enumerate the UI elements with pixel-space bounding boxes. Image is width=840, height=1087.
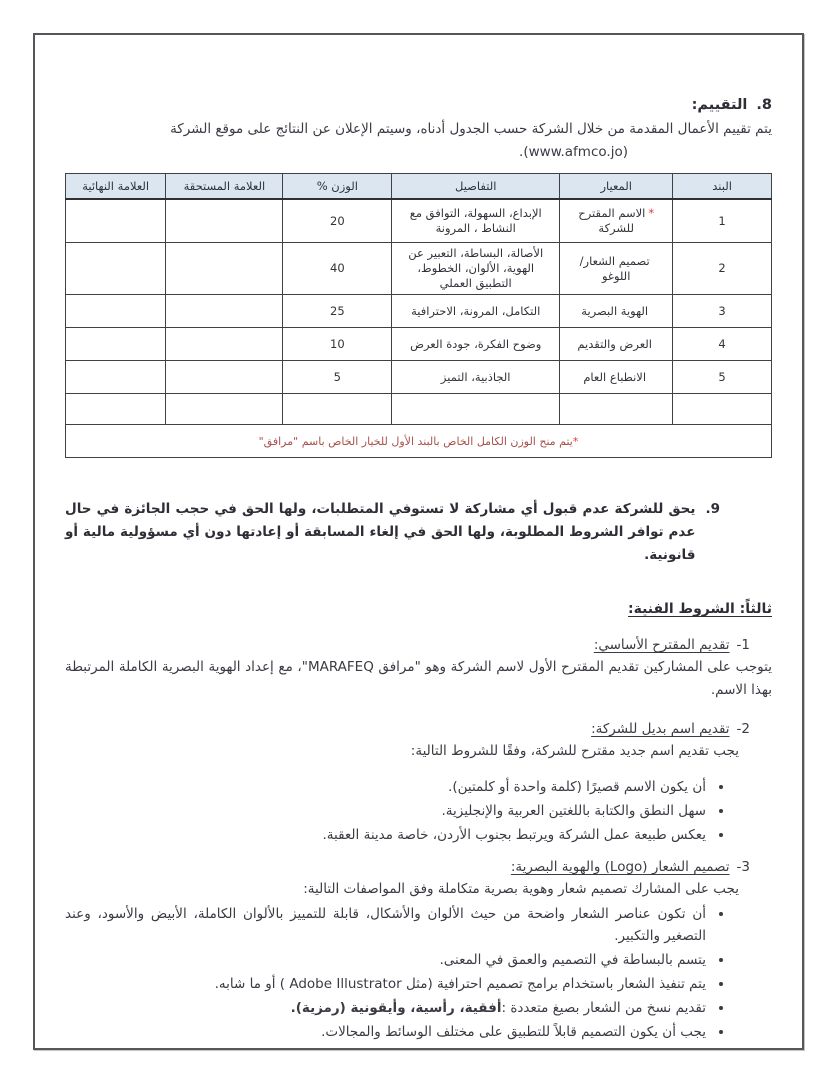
header-criterion: المعيار [560,174,673,200]
bullet-text: أن تكون عناصر الشعار واضحة من حيث الألوان والأشكال، قابلة للتمييز بالألوان الكاملة، الأبيض والأسود، وعند التصغير والتكبير. [65,905,706,944]
empty-cell [392,394,560,425]
evaluation-heading-title: التقييم: [691,97,748,113]
cell-final-mark [66,361,166,394]
table-empty-row [66,394,772,425]
cell-criterion [560,199,673,243]
header-earned-mark: العلامة المستحقة [166,174,283,200]
criterion-text: العرض والتقديم [577,336,652,351]
cell-item-no: 4 [673,328,772,361]
item-2-body: يجب تقديم اسم جديد مقترح للشركة، وفقًا للشروط التالية: [410,743,739,759]
criterion-text: تصميم الشعار/ اللوغو [579,253,650,283]
table-row [66,199,772,243]
header-item-no: البند [673,174,772,200]
bullet-bold-text: أفقية، رأسية، وأيقونية (رمزية). [290,1000,502,1016]
cell-weight: 10 [283,328,392,361]
cell-item-no: 2 [673,243,772,295]
table-row [66,243,772,295]
bullet-item [65,824,708,847]
bullet-item [65,776,708,799]
item-1-title: تقديم المقترح الأساسي: [593,637,730,653]
cell-weight: 40 [283,243,392,295]
item-1-number: 1- [736,637,750,653]
bullet-item [65,997,708,1020]
bullet-item [65,1021,708,1044]
page-frame [33,33,804,1050]
cell-item-no: 3 [673,295,772,328]
empty-cell [66,394,166,425]
cell-details: وضوح الفكرة، جودة العرض [392,328,560,361]
cell-criterion [560,295,673,328]
header-details: التفاصيل [392,174,560,200]
header-final-mark: العلامة النهائية [66,174,166,200]
item-1-body: يتوجب على المشاركين تقديم المقترح الأول لاسم الشركة وهو "مرافق MARAFEQ"، مع إعداد الهوية البصرية الكاملة المرتبطة بهذا الاسم. [65,659,772,698]
evaluation-heading-number: 8. [756,97,772,113]
cell-criterion [560,243,673,295]
item-2-title: تقديم اسم بديل للشركة: [591,721,730,737]
item-3-title: تصميم الشعار (Logo) والهوية البصرية: [510,859,730,875]
cell-earned-mark [166,361,283,394]
cell-details: الأصالة، البساطة، التعبير عن الهوية، الألوان، الخطوط، التطبيق العملي [392,243,560,295]
numbered-item-3 [65,859,772,875]
cell-details: الإبداع، السهولة، التوافق مع النشاط ، المرونة [392,199,560,243]
cell-final-mark [66,295,166,328]
cell-final-mark [66,328,166,361]
evaluation-table [65,173,772,458]
empty-cell [283,394,392,425]
bullet-text: يعكس طبيعة عمل الشركة ويرتبط بجنوب الأردن، خاصة مدينة العقبة. [322,826,706,843]
bullet-text: يجب أن يكون التصميم قابلاً للتطبيق على مختلف الوسائط والمجالات. [321,1024,706,1040]
cell-item-no: 5 [673,361,772,394]
item-3-bullet-list [65,903,772,1044]
header-weight: الوزن % [283,174,392,200]
item-3-number: 3- [736,859,750,875]
cell-earned-mark [166,295,283,328]
cell-item-no: 1 [673,199,772,243]
table-row [66,328,772,361]
cell-final-mark [66,243,166,295]
cell-earned-mark [166,328,283,361]
cell-earned-mark [166,243,283,295]
item-3-body: يجب على المشارك تصميم شعار وهوية بصرية متكاملة وفق المواصفات التالية: [303,881,739,897]
required-asterisk: * [648,206,655,220]
footnote-asterisk: * [572,434,579,448]
bullet-text: أن يكون الاسم قصيرًا (كلمة واحدة أو كلمتين). [448,778,706,795]
bullet-text: يتسم بالبساطة في التصميم والعمق في المعنى. [439,952,706,968]
section-9-number: 9. [705,501,720,517]
item-2-bullet-list [65,776,772,847]
cell-weight: 5 [283,361,392,394]
table-header-row [66,174,772,200]
empty-cell [560,394,673,425]
evaluation-heading [65,97,772,113]
website-url: (www.afmco.jo). [519,144,628,160]
table-footnote [66,425,772,458]
technical-terms-heading: ثالثاً: الشروط الفنية: [628,601,772,617]
criterion-text: الاسم المقترح للشركة [578,206,646,235]
document-content [35,35,802,1044]
table-footnote-row [66,425,772,458]
cell-details: التكامل، المرونة، الاحترافية [392,295,560,328]
bullet-item [65,949,708,972]
footnote-text: يتم منح الوزن الكامل الخاص بالبند الأول للخيار الخاص باسم "مرافق" [258,434,573,448]
cell-weight: 20 [283,199,392,243]
cell-criterion [560,328,673,361]
cell-earned-mark [166,199,283,243]
numbered-item-2 [65,721,772,737]
bullet-text: تقديم نسخ من الشعار بصيغ متعددة : [501,1000,706,1016]
bullet-text: سهل النطق والكتابة باللغتين العربية والإنجليزية. [441,802,706,819]
table-row [66,361,772,394]
bullet-text: يتم تنفيذ الشعار باستخدام برامج تصميم احترافية (مثل Adobe Illustrator ) أو ما شابه. [214,976,706,992]
section-9-note [65,498,772,567]
bullet-item [65,800,708,823]
bullet-item [65,973,708,996]
criterion-text: الانطباع العام [583,369,647,384]
empty-cell [673,394,772,425]
bullet-item [65,903,708,948]
cell-details: الجاذبية، التميز [392,361,560,394]
item-2-number: 2- [736,721,750,737]
table-row [66,295,772,328]
cell-weight: 25 [283,295,392,328]
cell-final-mark [66,199,166,243]
empty-cell [166,394,283,425]
cell-criterion [560,361,673,394]
numbered-item-1 [65,637,772,653]
evaluation-intro: يتم تقييم الأعمال المقدمة من خلال الشركة حسب الجدول أدناه، وسيتم الإعلان عن النتائج على موقع الشركة [170,121,772,137]
criterion-text: الهوية البصرية [581,303,649,318]
section-9-text: يحق للشركة عدم قبول أي مشاركة لا تستوفي المتطلبات، ولها الحق في حجب الجائزة في حال عدم توافر الشروط المطلوبة، ولها الحق في إلغاء المسابقة أو إعادتها دون أي مسؤولية مالية أو قانونية. [65,501,696,563]
